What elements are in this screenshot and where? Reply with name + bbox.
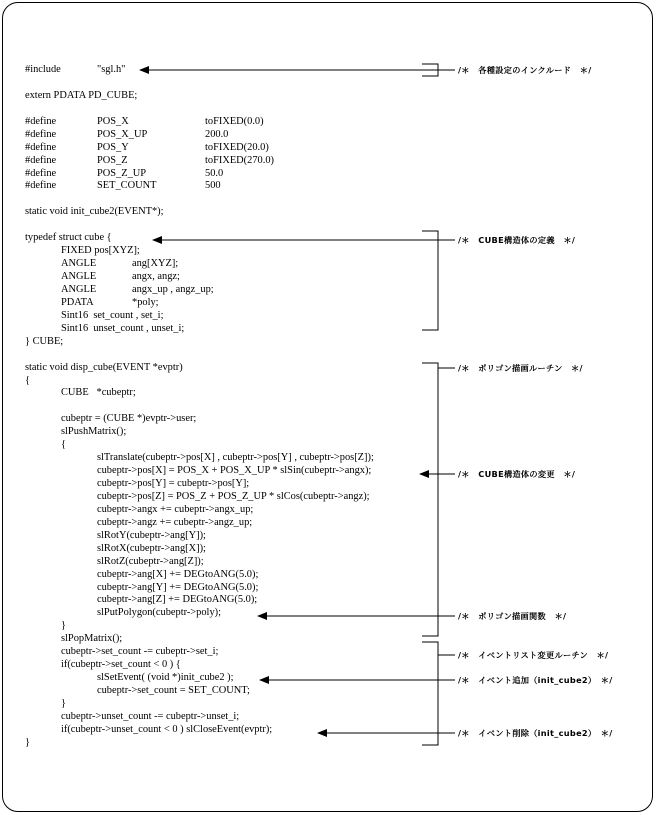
code-token: slPutPolygon(cubeptr->poly); <box>97 607 221 619</box>
code-token: #define <box>25 115 57 127</box>
code-token: angx, angz; <box>132 271 180 282</box>
annotation-disp-routine: /＊ ポリゴン描画ルーチン ＊/ <box>458 363 583 373</box>
code-token: POS_X_UP <box>97 128 148 140</box>
code-token: cubeptr->pos[Z] = POS_Z + POS_Z_UP * slCos(cubeptr->angz); <box>97 490 370 502</box>
code-token: cubeptr->pos[X] = POS_X + POS_X_UP * slSin(cubeptr->angx); <box>97 465 372 477</box>
code-token: Sint16 unset_count , unset_i; <box>61 322 185 334</box>
code-token: slPushMatrix(); <box>61 426 127 438</box>
code-token: ANGLE <box>61 283 97 295</box>
code-token: typedef struct cube { <box>25 232 112 244</box>
code-token: ANGLE <box>61 271 97 282</box>
code-token: cubeptr->set_count -= cubeptr->set_i; <box>61 646 219 658</box>
annotation-put-polygon: /＊ ポリゴン描画関数 ＊/ <box>458 611 567 621</box>
code-token: #define <box>25 167 57 179</box>
code-token: } <box>25 736 30 748</box>
code-token: #define <box>25 154 57 166</box>
code-token: 50.0 <box>205 167 224 179</box>
code-token: { <box>61 439 66 451</box>
code-token: ANGLE <box>61 258 97 270</box>
code-token: ang[XYZ]; <box>132 258 179 270</box>
annotation-struct-def: /＊ CUBE構造体の定義 ＊/ <box>458 235 576 245</box>
code-token: toFIXED(0.0) <box>205 115 264 127</box>
code-token: } <box>61 620 66 632</box>
code-token: FIXED pos[XYZ]; <box>61 245 140 257</box>
bracket-struct <box>422 231 438 330</box>
code-token: SET_COUNT <box>97 180 157 192</box>
bracket-event-list <box>422 642 438 745</box>
code-token: cubeptr->unset_count -= cubeptr->unset_i; <box>61 710 240 722</box>
code-token: #define <box>25 141 57 153</box>
code-token: 200.0 <box>205 128 229 140</box>
code-token: POS_Y <box>97 141 129 153</box>
code-token: 500 <box>205 180 221 192</box>
code-token: if(cubeptr->set_count < 0 ) { <box>61 659 181 671</box>
code-token: cubeptr->angx += cubeptr->angx_up; <box>97 503 254 515</box>
code-token: slRotZ(cubeptr->ang[Z]); <box>97 555 204 567</box>
code-token: toFIXED(20.0) <box>205 141 269 153</box>
annotation-event-add: /＊ イベント追加（init_cube2） ＊/ <box>458 675 613 685</box>
code-token: *poly; <box>132 296 159 308</box>
bracket-disp <box>422 363 438 636</box>
code-token: cubeptr = (CUBE *)evptr->user; <box>61 413 197 425</box>
code-token: } CUBE; <box>25 335 64 347</box>
code-token: Sint16 set_count , set_i; <box>61 309 164 321</box>
code-token: angx_up , angz_up; <box>132 283 214 295</box>
code-token: static void disp_cube(EVENT *evptr) <box>25 361 183 373</box>
annotation-include: /＊ 各種設定のインクルード ＊/ <box>458 65 592 75</box>
code-token: cubeptr->ang[Y] += DEGtoANG(5.0); <box>97 581 259 593</box>
code-token: #include <box>25 64 61 75</box>
code-token: slPopMatrix(); <box>61 633 123 645</box>
code-token: cubeptr->ang[X] += DEGtoANG(5.0); <box>97 568 259 580</box>
code-token: CUBE *cubeptr; <box>61 387 136 399</box>
code-token: cubeptr->pos[Y] = cubeptr->pos[Y]; <box>97 478 250 489</box>
code-token: toFIXED(270.0) <box>205 154 274 166</box>
code-token: cubeptr->set_count = SET_COUNT; <box>97 685 250 696</box>
annotation-event-close: /＊ イベント削除（init_cube2） ＊/ <box>458 728 613 738</box>
code-token: slRotY(cubeptr->ang[Y]); <box>97 529 206 541</box>
code-token: POS_X <box>97 115 129 127</box>
code-token: PDATA <box>61 296 94 308</box>
code-token: slTranslate(cubeptr->pos[X] , cubeptr->pos[Y] , cubeptr->pos[Z]); <box>97 452 374 464</box>
code-token: "sgl.h" <box>97 64 126 75</box>
code-token: static void init_cube2(EVENT*); <box>25 206 164 218</box>
annotation-event-list: /＊ イベントリスト変更ルーチン ＊/ <box>458 650 609 660</box>
code-token: cubeptr->ang[Z] += DEGtoANG(5.0); <box>97 594 258 606</box>
code-token: slRotX(cubeptr->ang[X]); <box>97 542 206 554</box>
code-token: #define <box>25 128 57 140</box>
code-token: slSetEvent( (void *)init_cube2 ); <box>97 672 234 684</box>
code-token: if(cubeptr->unset_count < 0 ) slCloseEvent(evptr); <box>61 723 273 735</box>
code-token: POS_Z_UP <box>97 167 147 179</box>
code-token: #define <box>25 180 57 192</box>
code-token: { <box>25 374 30 386</box>
code-token: POS_Z <box>97 154 128 166</box>
code-token: extern PDATA PD_CUBE; <box>25 89 138 101</box>
code-token: cubeptr->angz += cubeptr->angz_up; <box>97 516 253 528</box>
code-token: } <box>61 697 66 709</box>
annotation-cube-modify: /＊ CUBE構造体の変更 ＊/ <box>458 469 576 479</box>
